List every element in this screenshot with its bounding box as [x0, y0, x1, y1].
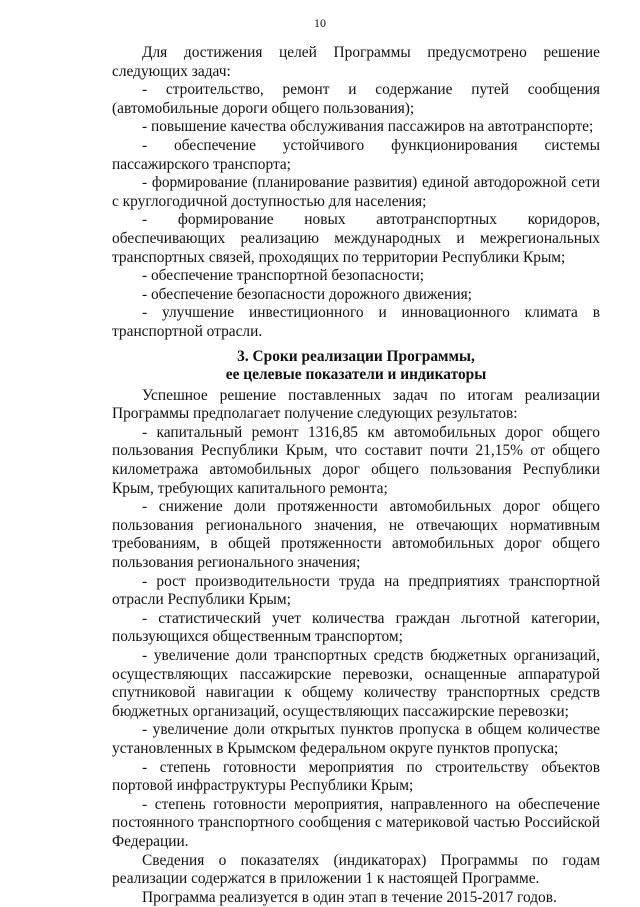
section-heading: [112, 348, 600, 385]
results-intro: Успешное решение поставленных задач по итогам реализации Программы предполагает получение следующих результатов:: [112, 386, 600, 423]
document-body: [112, 44, 600, 907]
closing-paragraph: Программа реализуется в один этап в течение 2015-2017 годов.: [142, 888, 557, 906]
result-item: - статистический учет количества граждан льготной категории, пользующихся общественным транспортом;: [112, 609, 600, 646]
task-item: - обеспечение транспортной безопасности;: [142, 267, 425, 285]
closing-paragraph: Сведения о показателях (индикаторах) Программы по годам реализации содержатся в приложении 1 к настоящей Программе.: [112, 851, 600, 888]
result-item: - увеличение доли открытых пунктов пропуска в общем количестве установленных в Крымском федеральном округе пунктов пропуска;: [112, 721, 600, 757]
result-item: - капитальный ремонт 1316,85 км автомобильных дорог общего пользования Республики Крым, что составит почти 21,15% от общего километража автомобильных дорог общего пользования Республики Крым, требующих капитального ремонта;: [112, 423, 600, 497]
page-number: 10: [314, 16, 326, 30]
task-item: - обеспечение устойчивого функционирования системы пассажирского транспорта;: [112, 136, 600, 173]
result-item: - степень готовности мероприятия, направленного на обеспечение постоянного транспортного сообщения с материковой частью Российской Федерации.: [112, 795, 600, 850]
section-heading-line: 3. Сроки реализации Программы,: [237, 347, 475, 365]
result-item: - степень готовности мероприятия по строительству объектов портовой инфраструктуры Республики Крым;: [112, 758, 600, 795]
task-item: - формирование (планирование развития) единой автодорожной сети с круглогодичной доступностью для населения;: [112, 174, 600, 210]
task-item: - формирование новых автотранспортных коридоров, обеспечивающих реализацию международных и межрегиональных транспортных связей, проходящих по территории Республики Крым;: [112, 211, 600, 266]
result-item: - рост производительности труда на предприятиях транспортной отрасли Республики Крым;: [112, 572, 600, 609]
task-item: - повышение качества обслуживания пассажиров на автотранспорте;: [142, 118, 594, 136]
task-item: - улучшение инвестиционного и инновационного климата в транспортной отрасли.: [112, 304, 600, 340]
task-item: - строительство, ремонт и содержание путей сообщения (автомобильные дороги общего пользования);: [112, 81, 600, 117]
section-heading-line: ее целевые показатели и индикаторы: [225, 366, 487, 384]
result-item: - снижение доли протяженности автомобильных дорог общего пользования регионального значения, не отвечающих нормативным требованиям, в общей протяженности автомобильных дорог общего пользования регионального значения;: [112, 498, 600, 572]
tasks-intro: Для достижения целей Программы предусмотрено решение следующих задач:: [112, 44, 600, 80]
task-item: - обеспечение безопасности дорожного движения;: [142, 285, 472, 303]
result-item: - увеличение доли транспортных средств бюджетных организаций, осуществляющих пассажирские перевозки, оснащенные аппаратурой спутниковой навигации к общему количеству транспортных средств бюджетных организаций, осуществляющих пассажирские перевозки;: [112, 647, 600, 720]
